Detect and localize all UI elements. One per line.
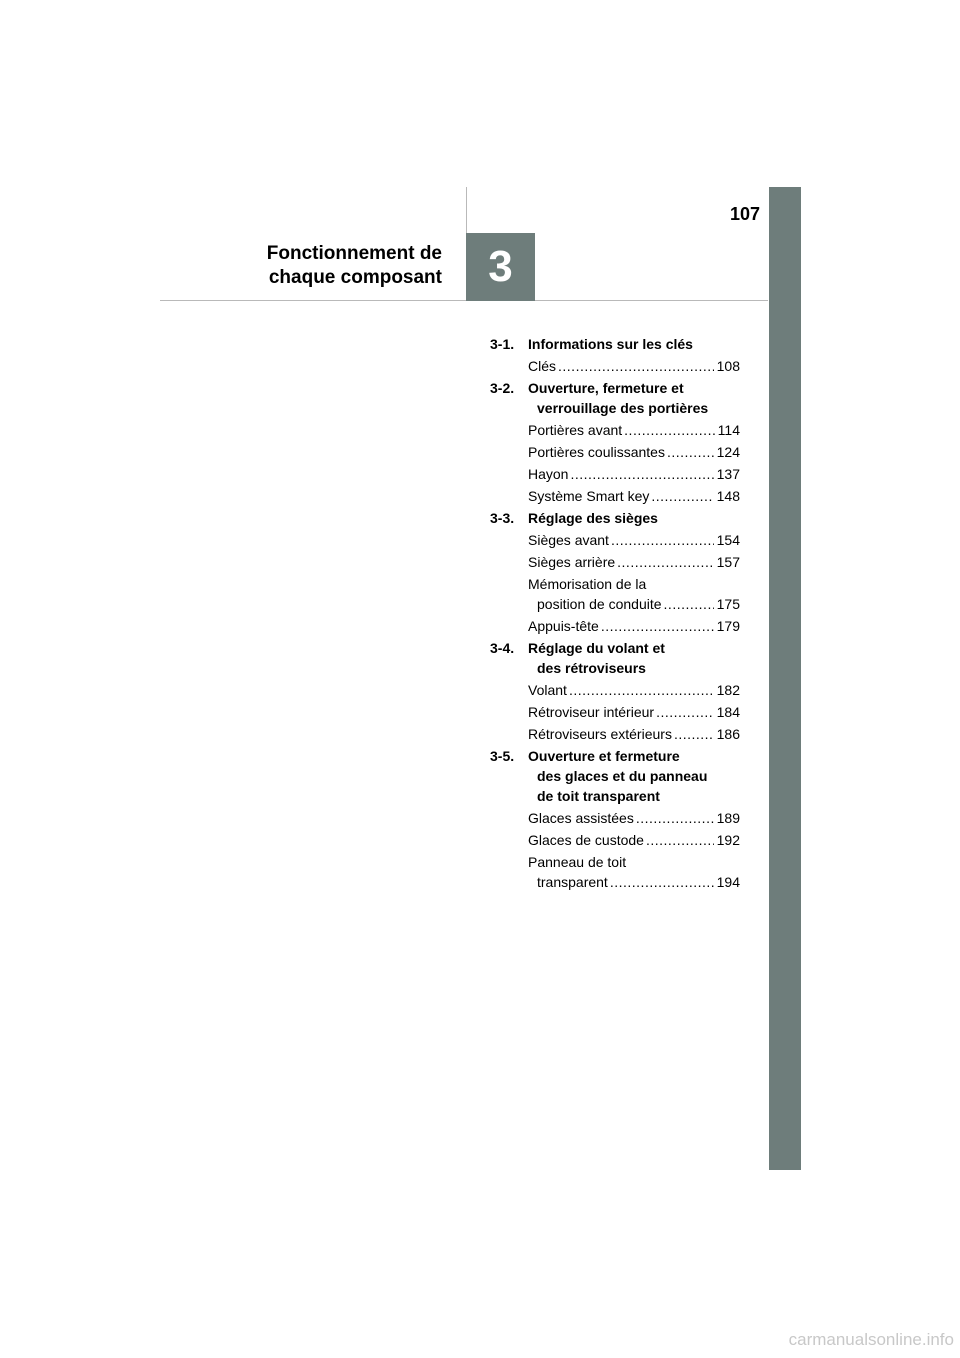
toc-dot-leader xyxy=(570,464,713,484)
toc-entry[interactable] xyxy=(490,702,740,722)
page-number: 107 xyxy=(729,204,760,224)
toc-section xyxy=(490,334,740,376)
toc-section-title xyxy=(528,334,693,354)
toc-entry-page: 108 xyxy=(716,358,740,374)
toc-entry-page: 179 xyxy=(716,618,740,634)
toc-entry-row xyxy=(528,702,740,722)
toc-entry-page: 157 xyxy=(716,554,740,570)
toc-entry[interactable] xyxy=(490,574,740,614)
toc-entry[interactable] xyxy=(490,830,740,850)
toc-section xyxy=(490,378,740,506)
toc-entry-page: 114 xyxy=(717,422,740,438)
toc-entry[interactable] xyxy=(490,442,740,462)
toc-section-title-line: Réglage du volant et xyxy=(528,640,665,656)
toc-dot-leader xyxy=(569,680,714,700)
toc-section-title xyxy=(528,746,707,806)
toc-entry-page: 148 xyxy=(716,488,740,504)
toc-section-title-line: Informations sur les clés xyxy=(528,336,693,352)
toc-section-title-line: Ouverture, fermeture et xyxy=(528,380,684,396)
toc-entry-row xyxy=(528,464,740,484)
toc-entry[interactable] xyxy=(490,680,740,700)
toc-section-title-line: de toit transparent xyxy=(537,788,660,804)
watermark: carmanualsonline.info xyxy=(788,1330,954,1349)
toc-entry-title: Système Smart key xyxy=(528,488,650,504)
toc-entry[interactable] xyxy=(490,530,740,550)
toc-dot-leader xyxy=(624,420,715,440)
toc-entry[interactable] xyxy=(490,852,740,892)
toc-entry-row xyxy=(528,830,740,850)
toc-entry-title: Appuis-tête xyxy=(528,618,599,634)
toc-section-title-line: Réglage des sièges xyxy=(528,510,658,526)
toc-entry-page: 154 xyxy=(716,532,740,548)
toc-entry-row xyxy=(528,872,740,892)
header-vertical-rule xyxy=(466,187,467,234)
toc-entry-page: 192 xyxy=(716,832,740,848)
toc-dot-leader xyxy=(656,702,714,722)
toc-entry-title: Glaces assistées xyxy=(528,810,634,826)
toc-entry-title: Hayon xyxy=(528,466,569,482)
toc-entry-row xyxy=(528,420,740,440)
toc-entry-page: 194 xyxy=(716,874,740,890)
toc-dot-leader xyxy=(610,872,714,892)
toc-entry-title: Portières coulissantes xyxy=(528,444,665,460)
toc-entry-row xyxy=(528,442,740,462)
toc-section-heading[interactable] xyxy=(490,638,740,678)
chapter-number-badge: 3 xyxy=(466,233,535,301)
toc-entry-row xyxy=(528,594,740,614)
toc-entry-row xyxy=(528,486,740,506)
toc-entry-row xyxy=(528,530,740,550)
toc-dot-leader xyxy=(636,808,714,828)
toc-section xyxy=(490,508,740,636)
toc-entry-page: 182 xyxy=(716,682,740,698)
toc-dot-leader xyxy=(667,442,714,462)
toc-entry-page: 175 xyxy=(716,596,740,612)
toc-entry-title: transparent xyxy=(537,874,608,890)
toc-section-title xyxy=(528,508,658,528)
toc-entry[interactable] xyxy=(490,616,740,636)
toc-entry-row xyxy=(528,356,740,376)
toc-entry-title-first-line: Mémorisation de la xyxy=(528,576,647,592)
toc-section-title-line: verrouillage des portières xyxy=(537,400,709,416)
toc-entry-title: position de conduite xyxy=(537,596,662,612)
toc-entry[interactable] xyxy=(490,356,740,376)
toc-entry[interactable] xyxy=(490,464,740,484)
toc-dot-leader xyxy=(646,830,714,850)
toc-entry-title: Sièges arrière xyxy=(528,554,616,570)
chapter-side-tab xyxy=(769,187,801,1170)
toc-dot-leader xyxy=(674,724,714,744)
section-title-line-1: Fonctionnement de xyxy=(266,243,442,264)
toc-dot-leader xyxy=(601,616,714,636)
toc-entry[interactable] xyxy=(490,552,740,572)
table-of-contents xyxy=(490,334,740,894)
toc-section-heading[interactable] xyxy=(490,378,740,418)
toc-section-title-line: des rétroviseurs xyxy=(537,660,646,676)
toc-entry-row xyxy=(528,616,740,636)
toc-section-number: 3-4. xyxy=(490,640,515,656)
toc-section-title-line: Ouverture et fermeture xyxy=(528,748,680,764)
toc-entry[interactable] xyxy=(490,420,740,440)
toc-entry-title: Rétroviseur intérieur xyxy=(528,704,655,720)
section-title xyxy=(230,242,442,290)
toc-section xyxy=(490,638,740,744)
toc-entry-row xyxy=(528,808,740,828)
toc-section-heading[interactable] xyxy=(490,508,740,528)
toc-section-title-line: des glaces et du panneau xyxy=(537,768,708,784)
toc-entry-page: 124 xyxy=(716,444,740,460)
toc-entry[interactable] xyxy=(490,724,740,744)
toc-entry-page: 184 xyxy=(716,704,740,720)
toc-entry-row xyxy=(528,724,740,744)
toc-dot-leader xyxy=(558,356,714,376)
toc-dot-leader xyxy=(611,530,714,550)
toc-dot-leader xyxy=(617,552,713,572)
toc-section-heading[interactable] xyxy=(490,334,740,354)
toc-section-number: 3-1. xyxy=(490,336,515,352)
toc-dot-leader xyxy=(664,594,714,614)
toc-section-heading[interactable] xyxy=(490,746,740,806)
header-horizontal-rule xyxy=(160,300,768,301)
toc-section-number: 3-5. xyxy=(490,748,515,764)
toc-entry-title: Glaces de custode xyxy=(528,832,644,848)
toc-entry-title: Volant xyxy=(528,682,567,698)
toc-entry[interactable] xyxy=(490,808,740,828)
toc-section xyxy=(490,746,740,892)
toc-entry-title-first-line: Panneau de toit xyxy=(528,854,627,870)
toc-entry-page: 137 xyxy=(716,466,740,482)
toc-entry[interactable] xyxy=(490,486,740,506)
section-title-line-2: chaque composant xyxy=(268,267,442,288)
toc-entry-title: Rétroviseurs extérieurs xyxy=(528,726,672,742)
toc-entry-page: 189 xyxy=(716,810,740,826)
toc-entry-title: Clés xyxy=(528,358,557,374)
toc-entry-row xyxy=(528,680,740,700)
toc-section-title xyxy=(528,378,708,418)
toc-section-title xyxy=(528,638,665,678)
toc-dot-leader xyxy=(651,486,713,506)
toc-section-number: 3-2. xyxy=(490,380,515,396)
toc-entry-title: Portières avant xyxy=(528,422,623,438)
toc-entry-page: 186 xyxy=(716,726,740,742)
toc-entry-title: Sièges avant xyxy=(528,532,609,548)
toc-section-number: 3-3. xyxy=(490,510,515,526)
toc-entry-row xyxy=(528,552,740,572)
